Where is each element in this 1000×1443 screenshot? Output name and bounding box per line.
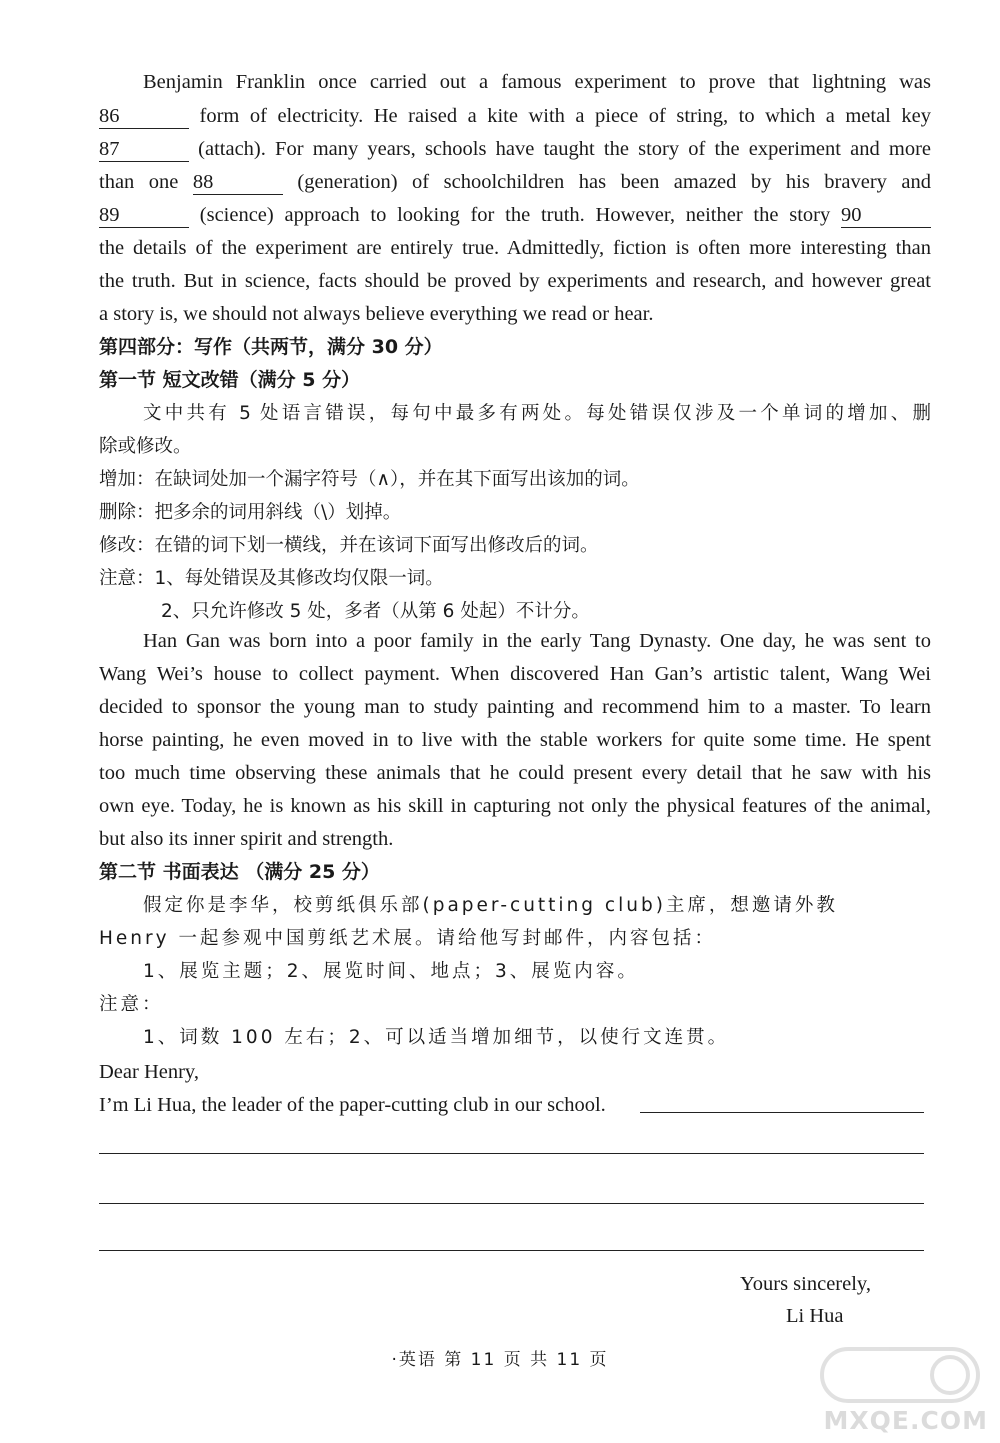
error-passage-line-3: decided to sponsor the young man to study painting and recommend him to a master. To learn xyxy=(99,696,931,718)
passage-line-3: 87 (attach). For many years, schools have taught the story of the experiment and more xyxy=(99,138,931,160)
error-passage-line-1: Han Gan was born into a poor family in the early Tang Dynasty. One day, he was sent to xyxy=(143,630,931,652)
note-2: 2、只允许修改 5 处，多者（从第 6 处起）不计分。 xyxy=(161,601,590,622)
passage-line-2: 86 form of electricity. He raised a kite with a piece of string, to which a metal key xyxy=(99,105,931,127)
blank-89: 89 xyxy=(99,203,189,228)
passage-line-1: Benjamin Franklin once carried out a famous experiment to prove that lightning was xyxy=(143,71,931,93)
blank-86: 86 xyxy=(99,104,189,129)
section1-heading: 第一节 短文改错（满分 5 分） xyxy=(99,369,361,391)
passage-line-4: than one 88 (generation) of schoolchildren has been amazed by his bravery and xyxy=(99,171,931,193)
watermark-text: MXQE.COM xyxy=(823,1406,988,1435)
blank-88: 88 xyxy=(193,170,283,195)
writing-line-3[interactable] xyxy=(99,1203,924,1204)
letter-closing: Yours sincerely, xyxy=(740,1273,871,1295)
writing-line-1[interactable] xyxy=(640,1112,924,1113)
letter-signature: Li Hua xyxy=(786,1305,844,1327)
letter-opening: I’m Li Hua, the leader of the paper-cutting club in our school. xyxy=(99,1094,606,1116)
passage-line-6: the details of the experiment are entirely true. Admittedly, fiction is often more interesting than xyxy=(99,237,931,259)
section1-instruction: 文中共有 5 处语言错误，每句中最多有两处。每处错误仅涉及一个单词的增加、删 xyxy=(143,403,931,424)
writing-line-2[interactable] xyxy=(99,1153,924,1154)
writing-note-label: 注意： xyxy=(99,994,164,1015)
writing-prompt-1: 假定你是李华，校剪纸俱乐部(paper-cutting club)主席，想邀请外教 xyxy=(143,895,838,916)
section1-instruction-cont: 除或修改。 xyxy=(99,436,192,457)
error-passage-line-6: own eye. Today, he is known as his skill in capturing not only the physical features of the animal, xyxy=(99,795,931,817)
error-passage-line-5: too much time observing these animals that he could present every detail that he saw with his xyxy=(99,762,931,784)
letter-salutation: Dear Henry, xyxy=(99,1061,199,1083)
note-1: 注意：1、每处错误及其修改均仅限一词。 xyxy=(99,568,444,589)
rule-delete: 删除：把多余的词用斜线（\）划掉。 xyxy=(99,502,402,523)
writing-items: 1、展览主题；2、展览时间、地点；3、展览内容。 xyxy=(143,961,639,982)
blank-90: 90 xyxy=(841,203,931,228)
watermark-logo xyxy=(804,1347,994,1437)
passage-line-7: the truth. But in science, facts should be proved by experiments and research, and however great xyxy=(99,270,931,292)
rule-add: 增加：在缺词处加一个漏字符号（∧），并在其下面写出该加的词。 xyxy=(99,469,640,490)
writing-line-4[interactable] xyxy=(99,1250,924,1251)
error-passage-line-4: horse painting, he even moved in to live with the stable workers for quite some time. He spent xyxy=(99,729,931,751)
rule-modify: 修改：在错的词下划一横线，并在该词下面写出修改后的词。 xyxy=(99,535,599,556)
page-footer: ·英语 第 11 页 共 11 页 xyxy=(391,1350,609,1370)
section2-heading: 第二节 书面表达 （满分 25 分） xyxy=(99,861,380,883)
passage-line-8: a story is, we should not always believe everything we read or hear. xyxy=(99,303,654,325)
part4-heading: 第四部分：写作（共两节，满分 30 分） xyxy=(99,336,443,358)
error-passage-line-7: but also its inner spirit and strength. xyxy=(99,828,394,850)
watermark-badge-icon xyxy=(820,1347,980,1403)
blank-87: 87 xyxy=(99,137,189,162)
watermark-seal-icon xyxy=(930,1355,970,1395)
writing-prompt-2: Henry 一起参观中国剪纸艺术展。请给他写封邮件，内容包括： xyxy=(99,928,716,949)
error-passage-line-2: Wang Wei’s house to collect payment. When discovered Han Gan’s artistic talent, Wang Wei xyxy=(99,663,931,685)
writing-note: 1、词数 100 左右；2、可以适当增加细节，以使行文连贯。 xyxy=(143,1027,730,1048)
passage-line-5: 89 (science) approach to looking for the truth. However, neither the story 90 xyxy=(99,199,931,232)
